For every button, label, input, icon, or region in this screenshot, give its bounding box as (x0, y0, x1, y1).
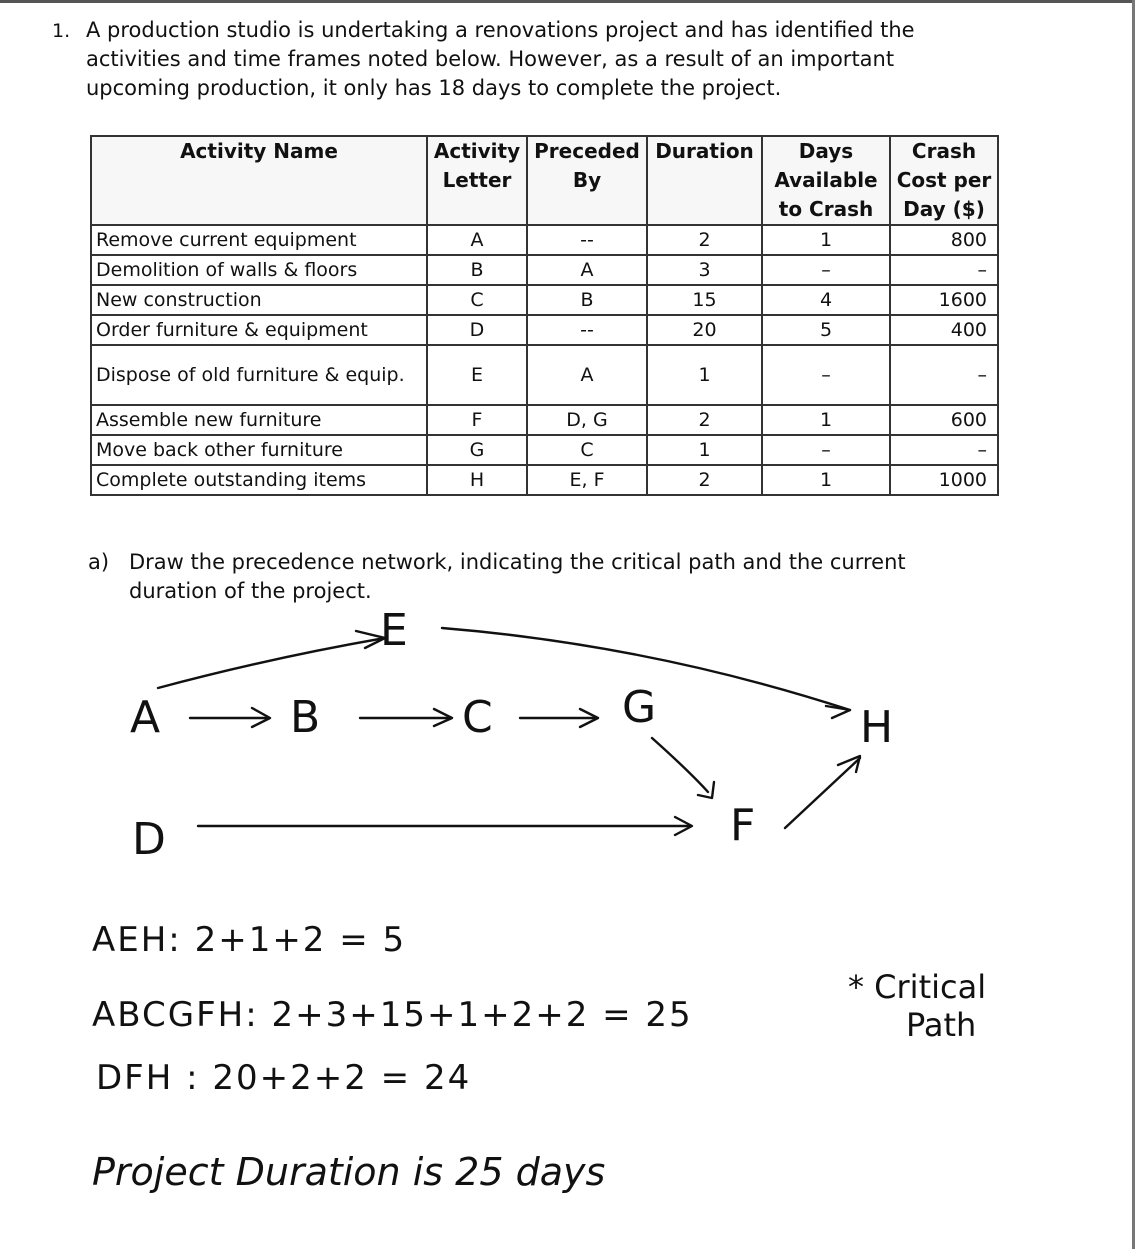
cell-cost: 800 (890, 225, 998, 255)
cell-letter: B (427, 255, 527, 285)
cell-name: Move back other furniture (91, 435, 427, 465)
cell-letter: G (427, 435, 527, 465)
header-activity-letter: Activity Letter (427, 136, 527, 225)
cell-letter: C (427, 285, 527, 315)
cell-duration: 1 (647, 345, 762, 405)
cell-days: 1 (762, 405, 890, 435)
cell-days: 1 (762, 225, 890, 255)
cell-name: Demolition of walls & floors (91, 255, 427, 285)
cell-duration: 2 (647, 465, 762, 495)
header-days-available: Days Available to Crash (762, 136, 890, 225)
cell-name: Order furniture & equipment (91, 315, 427, 345)
calc-path-aeh: AEH: 2+1+2 = 5 (92, 920, 407, 960)
cell-cost: – (890, 435, 998, 465)
node-b: B (290, 692, 321, 743)
cell-duration: 20 (647, 315, 762, 345)
header-preceded-by: Preceded By (527, 136, 647, 225)
critical-label: * Critical (848, 968, 987, 1006)
cell-days: – (762, 255, 890, 285)
cell-days: 1 (762, 465, 890, 495)
part-a-label: a) (88, 550, 110, 574)
cell-duration: 2 (647, 225, 762, 255)
node-f: F (730, 800, 756, 851)
cell-letter: H (427, 465, 527, 495)
cell-name: New construction (91, 285, 427, 315)
cell-cost: – (890, 345, 998, 405)
calc-path-abcgfh: ABCGFH: 2+3+15+1+2+2 = 25 (92, 995, 693, 1035)
node-e: E (380, 605, 408, 656)
header-crash-cost: Crash Cost per Day ($) (890, 136, 998, 225)
arrow-a-to-e (158, 638, 385, 688)
cell-preceded: D, G (527, 405, 647, 435)
node-g: G (622, 682, 657, 733)
cell-duration: 15 (647, 285, 762, 315)
node-d: D (132, 814, 166, 865)
cell-days: 4 (762, 285, 890, 315)
cell-cost: – (890, 255, 998, 285)
project-duration-conclusion: Project Duration is 25 days (92, 1150, 606, 1194)
cell-letter: A (427, 225, 527, 255)
cell-preceded: B (527, 285, 647, 315)
cell-cost: 400 (890, 315, 998, 345)
cell-duration: 3 (647, 255, 762, 285)
cell-cost: 1600 (890, 285, 998, 315)
cell-name: Assemble new furniture (91, 405, 427, 435)
cell-letter: D (427, 315, 527, 345)
cell-cost: 1000 (890, 465, 998, 495)
cell-days: – (762, 345, 890, 405)
cell-preceded: C (527, 435, 647, 465)
cell-name: Complete outstanding items (91, 465, 427, 495)
cell-duration: 2 (647, 405, 762, 435)
question-number: 1. (52, 20, 71, 42)
node-a: A (130, 692, 161, 743)
cell-preceded: A (527, 255, 647, 285)
cell-preceded: -- (527, 225, 647, 255)
calc-path-dfh: DFH : 20+2+2 = 24 (96, 1058, 472, 1098)
part-a-text: Draw the precedence network, indicating the critical path and the current duration of the project. (129, 550, 906, 603)
cell-name: Dispose of old furniture & equip. (91, 345, 427, 405)
arrow-f-to-h (785, 758, 860, 828)
node-h: H (860, 702, 894, 753)
arrow-g-to-f (652, 738, 708, 792)
cell-name: Remove current equipment (91, 225, 427, 255)
cell-duration: 1 (647, 435, 762, 465)
path-label: Path (906, 1006, 977, 1044)
node-c: C (462, 692, 493, 743)
cell-days: – (762, 435, 890, 465)
cell-letter: E (427, 345, 527, 405)
question-text: A production studio is undertaking a renovations project and has identified the activities and time frames noted below. However, as a result of an important upcoming production, it only has 18 days to complete the project. (86, 18, 915, 100)
cell-letter: F (427, 405, 527, 435)
cell-preceded: -- (527, 315, 647, 345)
cell-cost: 600 (890, 405, 998, 435)
cell-preceded: E, F (527, 465, 647, 495)
cell-preceded: A (527, 345, 647, 405)
header-activity-name: Activity Name (91, 136, 427, 225)
header-duration: Duration (647, 136, 762, 225)
critical-path-note (848, 968, 986, 1044)
cell-days: 5 (762, 315, 890, 345)
